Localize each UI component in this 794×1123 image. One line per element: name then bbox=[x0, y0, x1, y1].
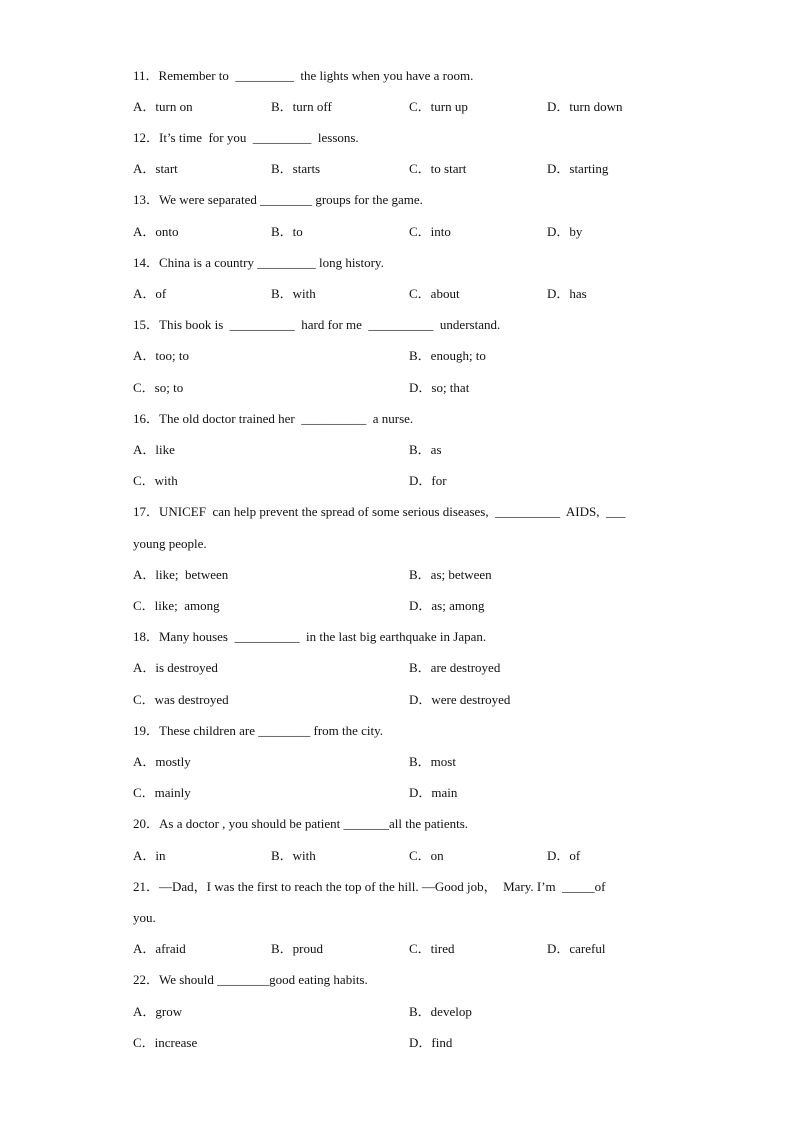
question-11-option-a[interactable]: A．turn on bbox=[133, 99, 193, 114]
question-11-option-b[interactable]: B．turn off bbox=[271, 99, 332, 114]
question-11-option-d[interactable]: D．turn down bbox=[547, 99, 623, 114]
question-19-option-a[interactable]: A．mostly bbox=[133, 754, 191, 769]
question-21-stem-continued: you. bbox=[133, 910, 156, 925]
question-22-option-d[interactable]: D．find bbox=[409, 1035, 453, 1050]
question-15-option-b[interactable]: B．enough; to bbox=[409, 348, 486, 363]
question-22-option-a[interactable]: A．grow bbox=[133, 1004, 183, 1019]
question-13-option-d[interactable]: D．by bbox=[547, 224, 583, 239]
question-19-option-b[interactable]: B．most bbox=[409, 754, 456, 769]
question-20-option-a[interactable]: A．in bbox=[133, 848, 166, 863]
question-12-option-c[interactable]: C．to start bbox=[409, 161, 467, 176]
question-13-option-a[interactable]: A．onto bbox=[133, 224, 179, 239]
question-22-option-b[interactable]: B．develop bbox=[409, 1004, 472, 1019]
question-16-option-c[interactable]: C．with bbox=[133, 473, 178, 488]
question-21-option-c[interactable]: C．tired bbox=[409, 941, 455, 956]
question-21-option-a[interactable]: A．afraid bbox=[133, 941, 186, 956]
question-18-option-a[interactable]: A．is destroyed bbox=[133, 660, 218, 675]
question-14-option-a[interactable]: A．of bbox=[133, 286, 167, 301]
question-17-option-c[interactable]: C．like; among bbox=[133, 598, 220, 613]
question-20-option-b[interactable]: B．with bbox=[271, 848, 316, 863]
question-11-option-c[interactable]: C．turn up bbox=[409, 99, 468, 114]
question-15-option-c[interactable]: C．so; to bbox=[133, 380, 184, 395]
question-14-option-d[interactable]: D．has bbox=[547, 286, 587, 301]
question-19-option-d[interactable]: D．main bbox=[409, 785, 458, 800]
question-13-stem: 13．We were separated ________ groups for the game. bbox=[133, 192, 423, 207]
question-18-stem: 18．Many houses __________ in the last big earthquake in Japan. bbox=[133, 629, 487, 644]
question-16-option-b[interactable]: B．as bbox=[409, 442, 442, 457]
question-19-option-c[interactable]: C．mainly bbox=[133, 785, 191, 800]
question-18-option-d[interactable]: D．were destroyed bbox=[409, 692, 511, 707]
question-15-option-d[interactable]: D．so; that bbox=[409, 380, 470, 395]
question-20-option-d[interactable]: D．of bbox=[547, 848, 581, 863]
question-17-option-b[interactable]: B．as; between bbox=[409, 567, 492, 582]
question-16-stem: 16．The old doctor trained her __________ a nurse. bbox=[133, 411, 414, 426]
question-17-stem: 17．UNICEF can help prevent the spread of some serious diseases, __________ AIDS, ___ bbox=[133, 504, 626, 519]
question-16-option-a[interactable]: A．like bbox=[133, 442, 175, 457]
question-13-option-c[interactable]: C．into bbox=[409, 224, 451, 239]
question-15-option-a[interactable]: A．too; to bbox=[133, 348, 189, 363]
question-12-option-a[interactable]: A．start bbox=[133, 161, 178, 176]
question-14-option-c[interactable]: C．about bbox=[409, 286, 460, 301]
question-20-option-c[interactable]: C．on bbox=[409, 848, 444, 863]
question-12-option-d[interactable]: D．starting bbox=[547, 161, 609, 176]
question-16-option-d[interactable]: D．for bbox=[409, 473, 447, 488]
question-11-stem: 11．Remember to _________ the lights when you have a room. bbox=[133, 68, 474, 83]
question-19-stem: 19．These children are ________ from the city. bbox=[133, 723, 384, 738]
question-12-stem: 12．It’s time for you _________ lessons. bbox=[133, 130, 359, 145]
question-22-option-c[interactable]: C．increase bbox=[133, 1035, 198, 1050]
question-17-option-a[interactable]: A．like; between bbox=[133, 567, 229, 582]
question-12-option-b[interactable]: B．starts bbox=[271, 161, 321, 176]
question-22-stem: 22．We should ________good eating habits. bbox=[133, 972, 368, 987]
question-14-option-b[interactable]: B．with bbox=[271, 286, 316, 301]
question-21-option-d[interactable]: D．careful bbox=[547, 941, 606, 956]
question-17-option-d[interactable]: D．as; among bbox=[409, 598, 485, 613]
question-13-option-b[interactable]: B．to bbox=[271, 224, 303, 239]
question-15-stem: 15．This book is __________ hard for me __________ understand. bbox=[133, 317, 501, 332]
question-21-option-b[interactable]: B．proud bbox=[271, 941, 324, 956]
question-18-option-b[interactable]: B．are destroyed bbox=[409, 660, 501, 675]
question-18-option-c[interactable]: C．was destroyed bbox=[133, 692, 229, 707]
question-21-stem: 21．—Dad，I was the first to reach the top of the hill. —Good job， Mary. I’m _____of bbox=[133, 879, 606, 894]
question-17-stem-continued: young people. bbox=[133, 536, 207, 551]
question-20-stem: 20．As a doctor , you should be patient _______all the patients. bbox=[133, 816, 469, 831]
question-14-stem: 14．China is a country _________ long history. bbox=[133, 255, 384, 270]
